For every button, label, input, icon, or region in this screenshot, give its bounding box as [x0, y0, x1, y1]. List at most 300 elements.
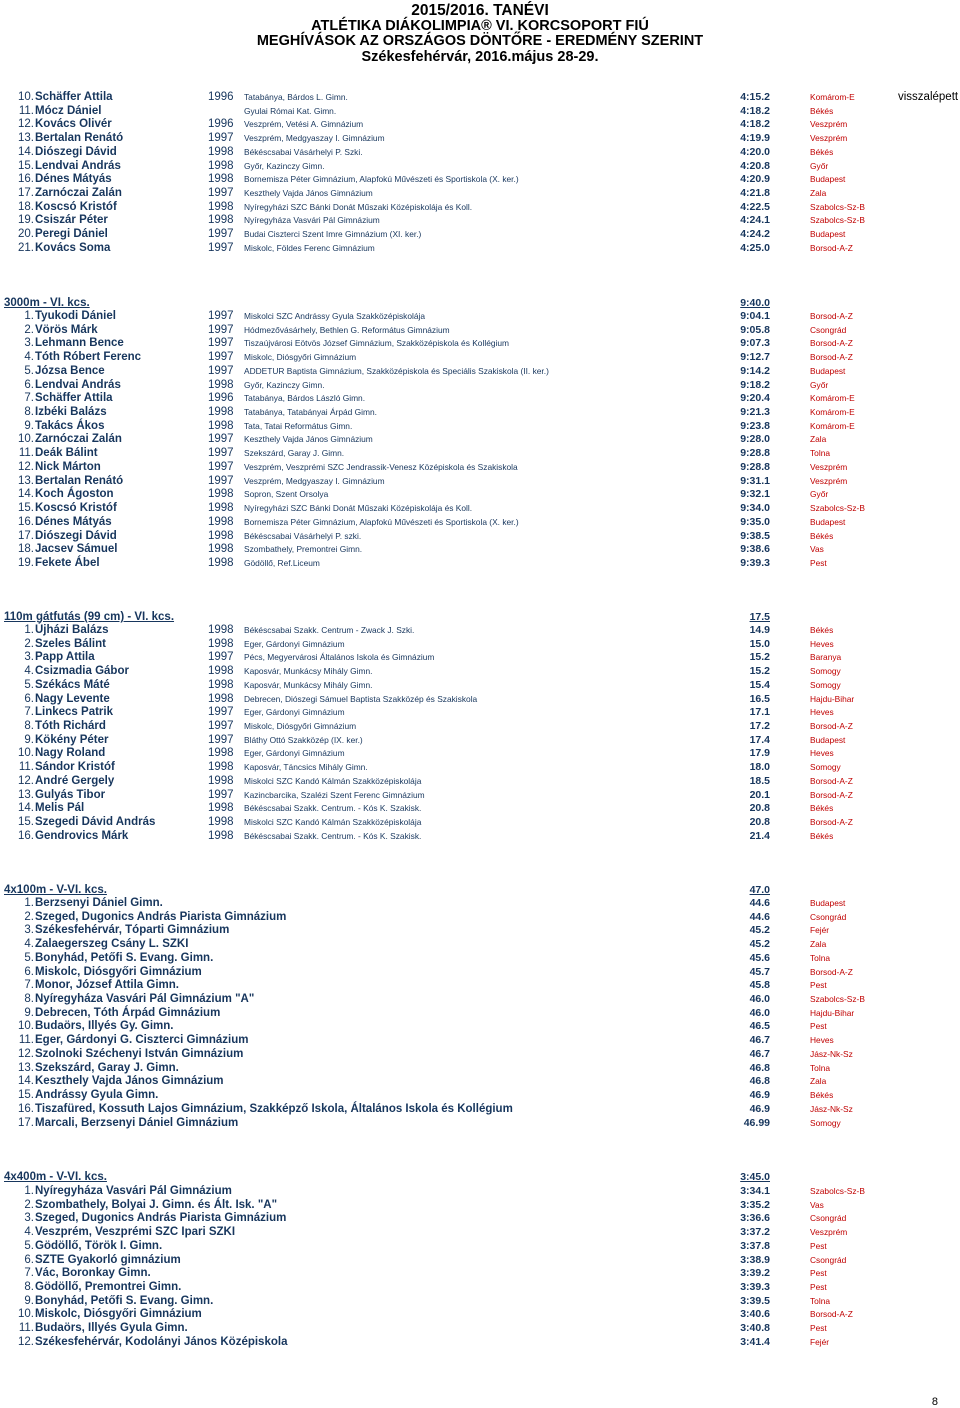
table-row: [0, 923, 960, 937]
table-row: [0, 529, 960, 543]
county: Borsod-A-Z: [810, 817, 853, 828]
result: 45.8: [749, 979, 770, 992]
rank: 3.: [24, 1212, 34, 1225]
county: Zala: [810, 188, 827, 199]
birth-year: 1998: [208, 488, 234, 501]
rank: 5.: [24, 951, 34, 964]
athlete-name: Takács Ákos: [35, 419, 105, 432]
rank: 14.: [18, 802, 34, 815]
rank: 3.: [24, 651, 34, 664]
county: Békés: [810, 803, 834, 814]
county: Fejér: [810, 925, 830, 936]
birth-year: 1997: [208, 132, 234, 145]
team-name: Szeged, Dugonics András Piarista Gimnázium: [35, 1212, 287, 1225]
team-name: Szombathely, Bolyai J. Gimn. és Ált. Isk. "A": [35, 1198, 278, 1211]
table-row: [0, 172, 960, 186]
county: Pest: [810, 980, 827, 991]
county: Heves: [810, 707, 834, 718]
birth-year: 1998: [208, 406, 234, 419]
rank: 10.: [18, 747, 34, 760]
athlete-name: Melis Pál: [35, 802, 85, 815]
table-row: [0, 501, 960, 515]
county: Somogy: [810, 1117, 841, 1128]
result: 9:28.8: [740, 447, 770, 460]
result: 3:39.2: [740, 1267, 770, 1280]
team-name: Zalaegerszeg Csány L. SZKI: [35, 938, 189, 951]
result: 4:15.2: [740, 91, 770, 103]
athlete-name: Szeles Bálint: [35, 637, 106, 650]
county: Budapest: [810, 516, 846, 527]
result: 9:07.3: [740, 337, 770, 350]
birth-year: 1996: [208, 118, 234, 131]
result: 3:39.5: [740, 1294, 770, 1307]
table-row: [0, 1253, 960, 1267]
table-row: [0, 937, 960, 951]
county: Komárom-E: [810, 407, 855, 418]
school: Veszprém, Medgyaszay I. Gimnázium: [244, 475, 385, 486]
table-row: [0, 650, 960, 664]
table-row: [0, 965, 960, 979]
school: ADDETUR Baptista Gimnázium, Szakközépiskola és Speciális Szakiskola (II. ker.): [244, 365, 549, 376]
result: 9:38.6: [740, 543, 770, 556]
team-name: Budaörs, Illyés Gy. Gimn.: [35, 1020, 174, 1033]
county: Békés: [810, 105, 834, 116]
table-row: [0, 623, 960, 637]
county: Békés: [810, 625, 834, 635]
county: Borsod-A-Z: [810, 338, 853, 349]
county: Csongrád: [810, 324, 847, 335]
rank: 5.: [24, 364, 34, 377]
header-line-1: 2015/2016. TANÉVI: [411, 2, 549, 19]
athlete-name: Bertalan Renátó: [35, 474, 124, 487]
team-name: Vác, Boronkay Gimn.: [35, 1267, 151, 1280]
athlete-name: Deák Bálint: [35, 447, 98, 460]
result: 4:20.0: [740, 145, 770, 158]
result: 4:19.9: [740, 132, 770, 145]
rank: 9.: [24, 1006, 34, 1019]
birth-year: 1997: [208, 433, 234, 446]
result: 9:20.4: [740, 392, 770, 405]
school: Miskolci SZC Andrássy Gyula Szakközépiskolája: [244, 311, 426, 321]
rank: 3.: [24, 924, 34, 937]
rank: 14.: [18, 1075, 34, 1088]
county: Pest: [810, 1268, 827, 1279]
table-row: [0, 186, 960, 200]
athlete-name: Józsa Bence: [35, 364, 105, 377]
result: 3:38.9: [740, 1253, 770, 1266]
result: 3:40.6: [740, 1308, 770, 1321]
county: Budapest: [810, 734, 846, 745]
table-row: [0, 678, 960, 692]
table-row: [0, 542, 960, 556]
result: 45.7: [749, 965, 770, 978]
birth-year: 1996: [208, 392, 234, 405]
rank: 4.: [24, 1226, 34, 1239]
table-row: [0, 719, 960, 733]
rank: 4.: [24, 938, 34, 951]
school: Tatabánya, Tatabányai Árpád Gimn.: [244, 407, 377, 418]
athlete-name: Kovács Olivér: [35, 118, 112, 131]
team-name: Szeged, Dugonics András Piarista Gimnázium: [35, 910, 287, 923]
table-row: [0, 733, 960, 747]
table-row: [0, 746, 960, 760]
team-name: Eger, Gárdonyi G. Ciszterci Gimnázium: [35, 1034, 249, 1047]
athlete-name: Bertalan Renátó: [35, 132, 124, 145]
birth-year: 1998: [208, 378, 234, 391]
team-name: Budaörs, Illyés Gyula Gimn.: [35, 1322, 188, 1335]
team-name: Szolnoki Széchenyi István Gimnázium: [35, 1047, 244, 1060]
athlete-name: Peregi Dániel: [35, 228, 108, 241]
school: Gyulai Római Kat. Gimn.: [244, 105, 337, 116]
table-row: [0, 1088, 960, 1102]
county: Somogy: [810, 666, 841, 677]
rank: 13.: [18, 132, 34, 145]
event-title: 4x100m - V-VI. kcs.: [4, 884, 107, 896]
result: 4:21.8: [740, 187, 770, 200]
county: Csongrád: [810, 911, 847, 922]
table-row: [0, 788, 960, 802]
table-row: [0, 992, 960, 1006]
athlete-name: Tóth Richárd: [35, 720, 106, 733]
school: Tiszaújvárosi Eötvös József Gimnázium, Szakközépiskola és Kollégium: [244, 338, 510, 349]
school: Győr, Kazinczy Gimn.: [244, 160, 325, 171]
result: 15.2: [749, 665, 770, 678]
birth-year: 1998: [208, 761, 234, 774]
rank: 8.: [24, 406, 34, 419]
athlete-name: Papp Attila: [35, 651, 95, 664]
result: 3:35.2: [740, 1198, 770, 1211]
school: Bornemisza Péter Gimnázium, Alapfokú Művészeti és Sportiskola (X. ker.): [244, 516, 519, 527]
result: 46.0: [749, 1006, 770, 1019]
result: 3:41.4: [740, 1335, 770, 1348]
birth-year: 1998: [208, 529, 234, 542]
county: Borsod-A-Z: [810, 966, 853, 977]
result: 18.0: [749, 761, 770, 774]
athlete-name: Lendvai András: [35, 159, 121, 172]
birth-year: 1997: [208, 733, 234, 746]
school: Nyíregyházi SZC Bánki Donát Műszaki Középiskolája és Koll.: [244, 201, 473, 212]
school: Bornemisza Péter Gimnázium, Alapfokú Művészeti és Sportiskola (X. ker.): [244, 174, 519, 185]
county: Hajdu-Bihar: [810, 693, 855, 704]
county: Szabolcs-Sz-B: [810, 1186, 865, 1196]
rank: 7.: [24, 706, 34, 719]
team-name: Miskolc, Diósgyőri Gimnázium: [35, 1308, 202, 1321]
rank: 11.: [18, 447, 34, 460]
county: Pest: [810, 1021, 827, 1032]
table-row: [0, 104, 960, 118]
birth-year: 1998: [208, 747, 234, 760]
rank: 5.: [24, 1239, 34, 1252]
table-row: [0, 145, 960, 159]
county: Borsod-A-Z: [810, 311, 853, 321]
county: Borsod-A-Z: [810, 1309, 853, 1320]
result: 17.1: [749, 706, 770, 719]
result: 4:20.8: [740, 159, 770, 172]
athlete-name: Csizmadia Gábor: [35, 665, 129, 678]
result: 18.5: [749, 774, 770, 787]
school: Tata, Tatai Református Gimn.: [244, 420, 353, 431]
county: Komárom-E: [810, 420, 855, 431]
county: Szabolcs-Sz-B: [810, 201, 865, 212]
school: Békéscsabai Vásárhelyi P. Szki.: [244, 146, 363, 157]
table-row: [0, 556, 960, 570]
birth-year: 1998: [208, 692, 234, 705]
result: 14.9: [749, 624, 770, 636]
event-title: 3000m - VI. kcs.: [4, 297, 90, 309]
result: 45.6: [749, 951, 770, 964]
athlete-name: Dénes Mátyás: [35, 173, 112, 186]
table-row: [0, 200, 960, 214]
birth-year: 1997: [208, 337, 234, 350]
result: 46.5: [749, 1020, 770, 1033]
table-row: [0, 241, 960, 255]
rank: 9.: [24, 419, 34, 432]
result: 9:39.3: [740, 556, 770, 569]
athlete-name: Sándor Kristóf: [35, 761, 115, 774]
birth-year: 1996: [208, 91, 234, 103]
rank: 10.: [18, 91, 34, 103]
team-name: Bonyhád, Petőfi S. Evang. Gimn.: [35, 951, 214, 964]
rank: 1.: [24, 897, 34, 909]
qualifying-limit: 3:45.0: [740, 1171, 770, 1183]
result: 9:14.2: [740, 364, 770, 377]
team-name: Nyíregyháza Vasvári Pál Gimnázium "A": [35, 993, 255, 1006]
rank: 10.: [18, 1308, 34, 1321]
rank: 16.: [18, 1102, 34, 1115]
birth-year: 1997: [208, 474, 234, 487]
school: Békéscsabai Vásárhelyi P. szki.: [244, 530, 362, 541]
rank: 14.: [18, 145, 34, 158]
school: Nyíregyháza Vasvári Pál Gimnázium: [244, 215, 380, 226]
county: Heves: [810, 638, 834, 649]
page-header: [0, 0, 960, 65]
athlete-name: Izbéki Balázs: [35, 406, 107, 419]
school: Békéscsabai Szakk. Centrum - Zwack J. Szki.: [244, 625, 415, 635]
rank: 18.: [18, 200, 34, 213]
team-name: Keszthely Vajda János Gimnázium: [35, 1075, 224, 1088]
team-name: Gödöllő, Premontrei Gimn.: [35, 1281, 182, 1294]
athlete-name: Diószegi Dávid: [35, 145, 117, 158]
rank: 1.: [24, 1185, 34, 1197]
birth-year: 1997: [208, 310, 234, 322]
result: 17.9: [749, 747, 770, 760]
county: Veszprém: [810, 475, 848, 486]
team-name: SZTE Gyakorló gimnázium: [35, 1253, 181, 1266]
county: Zala: [810, 434, 827, 445]
school: Veszprém, Vetési A. Gimnázium: [244, 119, 364, 130]
birth-year: 1997: [208, 323, 234, 336]
table-row: [0, 815, 960, 829]
school: Kaposvár, Munkácsy Mihály Gimn.: [244, 666, 373, 677]
school: Debrecen, Diószegi Sámuel Baptista Szakközép és Szakiskola: [244, 693, 478, 704]
result: 9:34.0: [740, 502, 770, 515]
county: Vas: [810, 544, 824, 555]
table-row: [0, 801, 960, 815]
county: Somogy: [810, 762, 841, 773]
rank: 17.: [18, 187, 34, 200]
rank: 16.: [18, 829, 34, 842]
county: Veszprém: [810, 133, 848, 144]
rank: 19.: [18, 214, 34, 227]
birth-year: 1998: [208, 214, 234, 227]
school: Békéscsabai Szakk. Centrum. - Kós K. Szakisk.: [244, 830, 422, 841]
result: 15.0: [749, 637, 770, 650]
table-row: [0, 391, 960, 405]
county: Jász-Nk-Sz: [810, 1048, 853, 1059]
result: 9:38.5: [740, 529, 770, 542]
rank: 11.: [18, 761, 34, 774]
rank: 6.: [24, 965, 34, 978]
rank: 13.: [18, 1061, 34, 1074]
athlete-name: Kovács Soma: [35, 241, 111, 254]
county: Jász-Nk-Sz: [810, 1103, 853, 1114]
rank: 8.: [24, 1281, 34, 1294]
table-row: [0, 774, 960, 788]
table-row: [0, 323, 960, 337]
birth-year: 1998: [208, 802, 234, 815]
school: Sopron, Szent Orsolya: [244, 489, 329, 500]
county: Fejér: [810, 1336, 830, 1347]
rank: 10.: [18, 433, 34, 446]
county: Somogy: [810, 679, 841, 690]
table-row: [0, 515, 960, 529]
table-row: [0, 460, 960, 474]
table-row: [0, 1184, 960, 1198]
qualifying-limit: 17.5: [749, 611, 770, 623]
rank: 12.: [18, 774, 34, 787]
school: Miskolc, Diósgyőri Gimnázium: [244, 721, 357, 732]
page-number: 8: [931, 1396, 938, 1408]
table-row: [0, 1061, 960, 1075]
school: Nyíregyházi SZC Bánki Donát Műszaki Középiskolája és Koll.: [244, 503, 473, 514]
rank: 2.: [24, 910, 34, 923]
county: Csongrád: [810, 1254, 847, 1265]
table-row: [0, 364, 960, 378]
athlete-name: Koscsó Kristóf: [35, 502, 117, 515]
county: Veszprém: [810, 119, 848, 130]
birth-year: 1997: [208, 720, 234, 733]
result: 3:34.1: [740, 1185, 770, 1197]
county: Tolna: [810, 952, 831, 963]
school: Keszthely Vajda János Gimnázium: [244, 434, 373, 445]
result: 15.4: [749, 678, 770, 691]
school: Kazincbarcika, Szalézi Szent Ferenc Gimnázium: [244, 789, 425, 800]
team-name: Marcali, Berzsenyi Dániel Gimnázium: [35, 1116, 239, 1129]
county: Szabolcs-Sz-B: [810, 503, 865, 514]
county: Pest: [810, 1240, 827, 1251]
result: 20.8: [749, 802, 770, 815]
athlete-name: Lehmann Bence: [35, 337, 124, 350]
birth-year: 1998: [208, 829, 234, 842]
table-row: [0, 760, 960, 774]
athlete-name: Schäffer Attila: [35, 392, 113, 405]
table-row: [0, 446, 960, 460]
result: 9:31.1: [740, 474, 770, 487]
county: Pest: [810, 1282, 827, 1293]
birth-year: 1998: [208, 200, 234, 213]
table-row: [0, 1198, 960, 1212]
school: Miskolci SZC Kandó Kálmán Szakközépiskolája: [244, 817, 422, 828]
result: 46.0: [749, 993, 770, 1006]
birth-year: 1998: [208, 678, 234, 691]
result: 3:37.8: [740, 1239, 770, 1252]
result: 4:18.2: [740, 104, 770, 117]
school: Eger, Gárdonyi Gimnázium: [244, 638, 345, 649]
qualifying-limit: 47.0: [749, 884, 770, 896]
county: Békés: [810, 146, 834, 157]
school: Hódmezővásárhely, Bethlen G. Református Gimnázium: [244, 324, 450, 335]
result: 46.8: [749, 1075, 770, 1088]
table-row: [0, 1266, 960, 1280]
rank: 15.: [18, 1089, 34, 1102]
table-row: [0, 664, 960, 678]
athlete-name: Vörös Márk: [35, 323, 98, 336]
athlete-name: Mócz Dániel: [35, 104, 102, 117]
county: Szabolcs-Sz-B: [810, 994, 865, 1005]
table-row: [0, 1116, 960, 1130]
athlete-name: Nagy Levente: [35, 692, 110, 705]
rank: 11.: [18, 1034, 34, 1047]
team-name: Szekszárd, Garay J. Gimn.: [35, 1061, 179, 1074]
table-row: [0, 131, 960, 145]
rank: 14.: [18, 488, 34, 501]
county: Zala: [810, 939, 827, 950]
table-row: [0, 487, 960, 501]
result: 9:12.7: [740, 351, 770, 364]
table-row: [0, 432, 960, 446]
birth-year: 1998: [208, 419, 234, 432]
table-row: [0, 117, 960, 131]
school: Bláthy Ottó Szakközép (IX. ker.): [244, 734, 363, 745]
county: Pest: [810, 557, 827, 568]
team-name: Andrássy Gyula Gimn.: [35, 1089, 159, 1102]
table-row: [0, 378, 960, 392]
team-name: Monor, József Attila Gimn.: [35, 979, 179, 992]
birth-year: 1998: [208, 624, 234, 636]
rank: 6.: [24, 1253, 34, 1266]
table-row: [0, 159, 960, 173]
athlete-name: André Gergely: [35, 774, 115, 787]
table-row: [0, 1239, 960, 1253]
team-name: Miskolc, Diósgyőri Gimnázium: [35, 965, 202, 978]
rank: 1.: [24, 624, 34, 636]
rank: 21.: [18, 241, 34, 254]
team-name: Gödöllő, Török I. Gimn.: [35, 1239, 163, 1252]
header-line-3: MEGHÍVÁSOK AZ ORSZÁGOS DÖNTŐRE - EREDMÉNY SZERINT: [256, 33, 704, 49]
table-row: [0, 1294, 960, 1308]
athlete-name: Tóth Róbert Ferenc: [35, 351, 142, 364]
school: Eger, Gárdonyi Gimnázium: [244, 707, 345, 718]
birth-year: 1997: [208, 460, 234, 473]
athlete-name: Gendrovics Márk: [35, 829, 129, 842]
athlete-name: Szegedi Dávid András: [35, 816, 156, 829]
rank: 11.: [18, 1322, 34, 1335]
table-row: [0, 705, 960, 719]
birth-year: 1997: [208, 364, 234, 377]
table-row: [0, 1307, 960, 1321]
rank: 20.: [18, 228, 34, 241]
table-row: [0, 910, 960, 924]
rank: 15.: [18, 502, 34, 515]
note: visszalépett: [898, 91, 959, 103]
county: Borsod-A-Z: [810, 775, 853, 786]
school: Miskolc, Földes Ferenc Gimnázium: [244, 242, 375, 253]
birth-year: 1997: [208, 228, 234, 241]
athlete-name: Jacsev Sámuel: [35, 543, 118, 556]
birth-year: 1998: [208, 556, 234, 569]
birth-year: 1998: [208, 637, 234, 650]
rank: 15.: [18, 816, 34, 829]
